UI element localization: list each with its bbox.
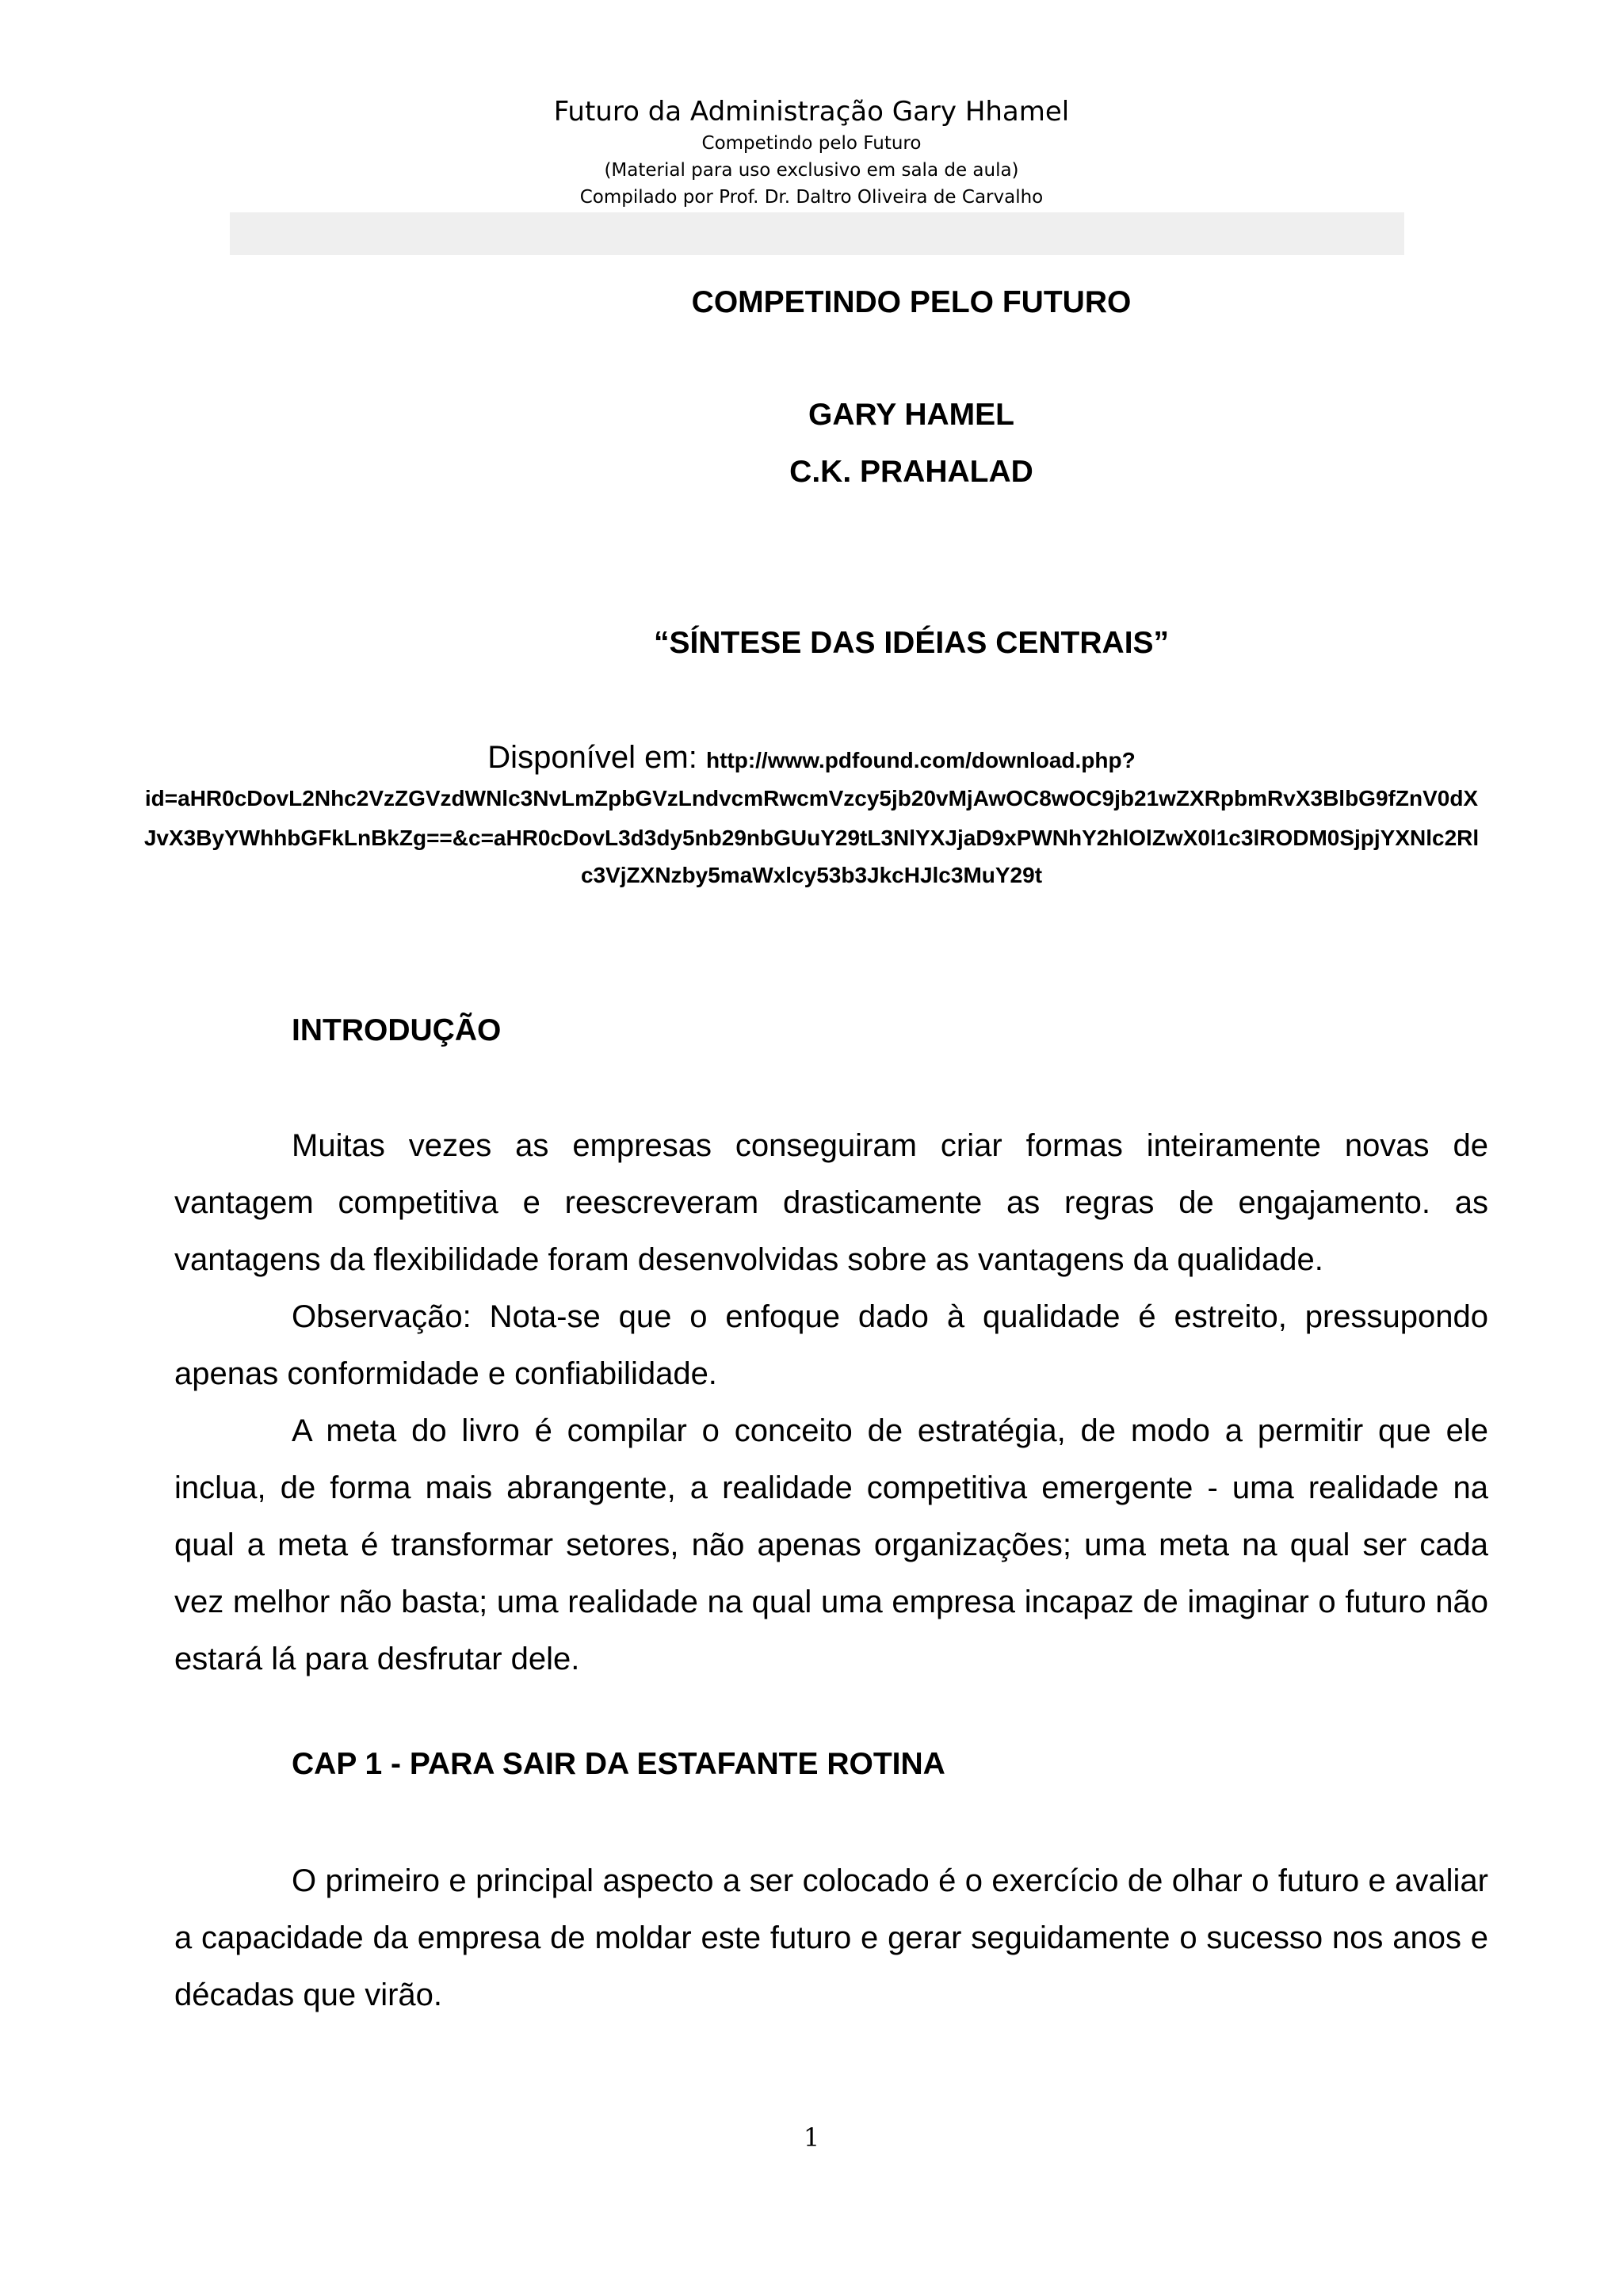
author-prahalad: C.K. PRAHALAD: [789, 455, 1033, 489]
paragraph: O primeiro e principal aspecto a ser colocado é o exercício de olhar o futuro e avaliar a capacidade da empresa de moldar este futuro e gerar seguidamente o sucesso nos anos e décadas que virão.: [174, 1863, 1488, 2012]
running-header-usage-note: (Material para uso exclusivo em sala de aula): [604, 160, 1019, 181]
source-url-line-1[interactable]: http://www.pdfound.com/download.php?: [705, 748, 1136, 772]
author-hamel: GARY HAMEL: [808, 398, 1014, 432]
running-header-title: Futuro da Administração Gary Hhamel: [553, 96, 1070, 128]
source-availability: [0, 737, 1623, 781]
running-header-subtitle: Competindo pelo Futuro: [701, 133, 922, 154]
paragraph: Observação: Nota-se que o enfoque dado à qualidade é estreito, pressupondo apenas conformidade e confiabilidade.: [174, 1299, 1488, 1391]
section-heading-cap1: CAP 1 - PARA SAIR DA ESTAFANTE ROTINA: [292, 1747, 945, 1781]
source-url-line-4[interactable]: c3VjZXNzby5maWxlcy53b3JkcHJlc3MuY29t: [580, 863, 1043, 887]
running-header: [0, 93, 1623, 211]
header-divider-bar: [230, 212, 1404, 255]
paragraph: Muitas vezes as empresas conseguiram criar formas inteiramente novas de vantagem competitiva e reescreveram drasticamente as regras de engajamento. as vantagens da flexibilidade foram desenvolvidas sobre as vantagens da qualidade.: [174, 1128, 1488, 1277]
document-subtitle: “SÍNTESE DAS IDÉIAS CENTRAIS”: [653, 626, 1170, 660]
paragraph: A meta do livro é compilar o conceito de estratégia, de modo a permitir que ele inclua, de forma mais abrangente, a realidade competitiva emergente - uma realidade na qual a meta é transformar setores, não apenas organizações; uma meta na qual ser cada vez melhor não basta; uma realidade na qual uma empresa incapaz de imaginar o futuro não estará lá para desfrutar dele.: [174, 1413, 1488, 1676]
page-number: 1: [803, 2122, 820, 2153]
running-header-compiler: Compilado por Prof. Dr. Daltro Oliveira de Carvalho: [579, 187, 1044, 208]
source-label: Disponível em:: [487, 740, 706, 775]
document-title: COMPETINDO PELO FUTURO: [691, 285, 1132, 319]
source-url-line-3[interactable]: JvX3ByYWhhbGFkLnBkZg==&c=aHR0cDovL3d3dy5nb29nbGUuY29tL3NlYXJjaD9xPWNhY2hlOlZwX0l1c3lRODM0SjpjYXNlc2Rl: [143, 826, 1480, 850]
section-heading-introducao: INTRODUÇÃO: [292, 1013, 502, 1047]
source-url-line-2[interactable]: id=aHR0cDovL2Nhc2VzZGVzdWNlc3NvLmZpbGVzLndvcmRwcmVzcy5jb20vMjAwOC8wOC9jb21wZXRpbmRvX3BlbG9fZnV0dX: [144, 786, 1479, 810]
